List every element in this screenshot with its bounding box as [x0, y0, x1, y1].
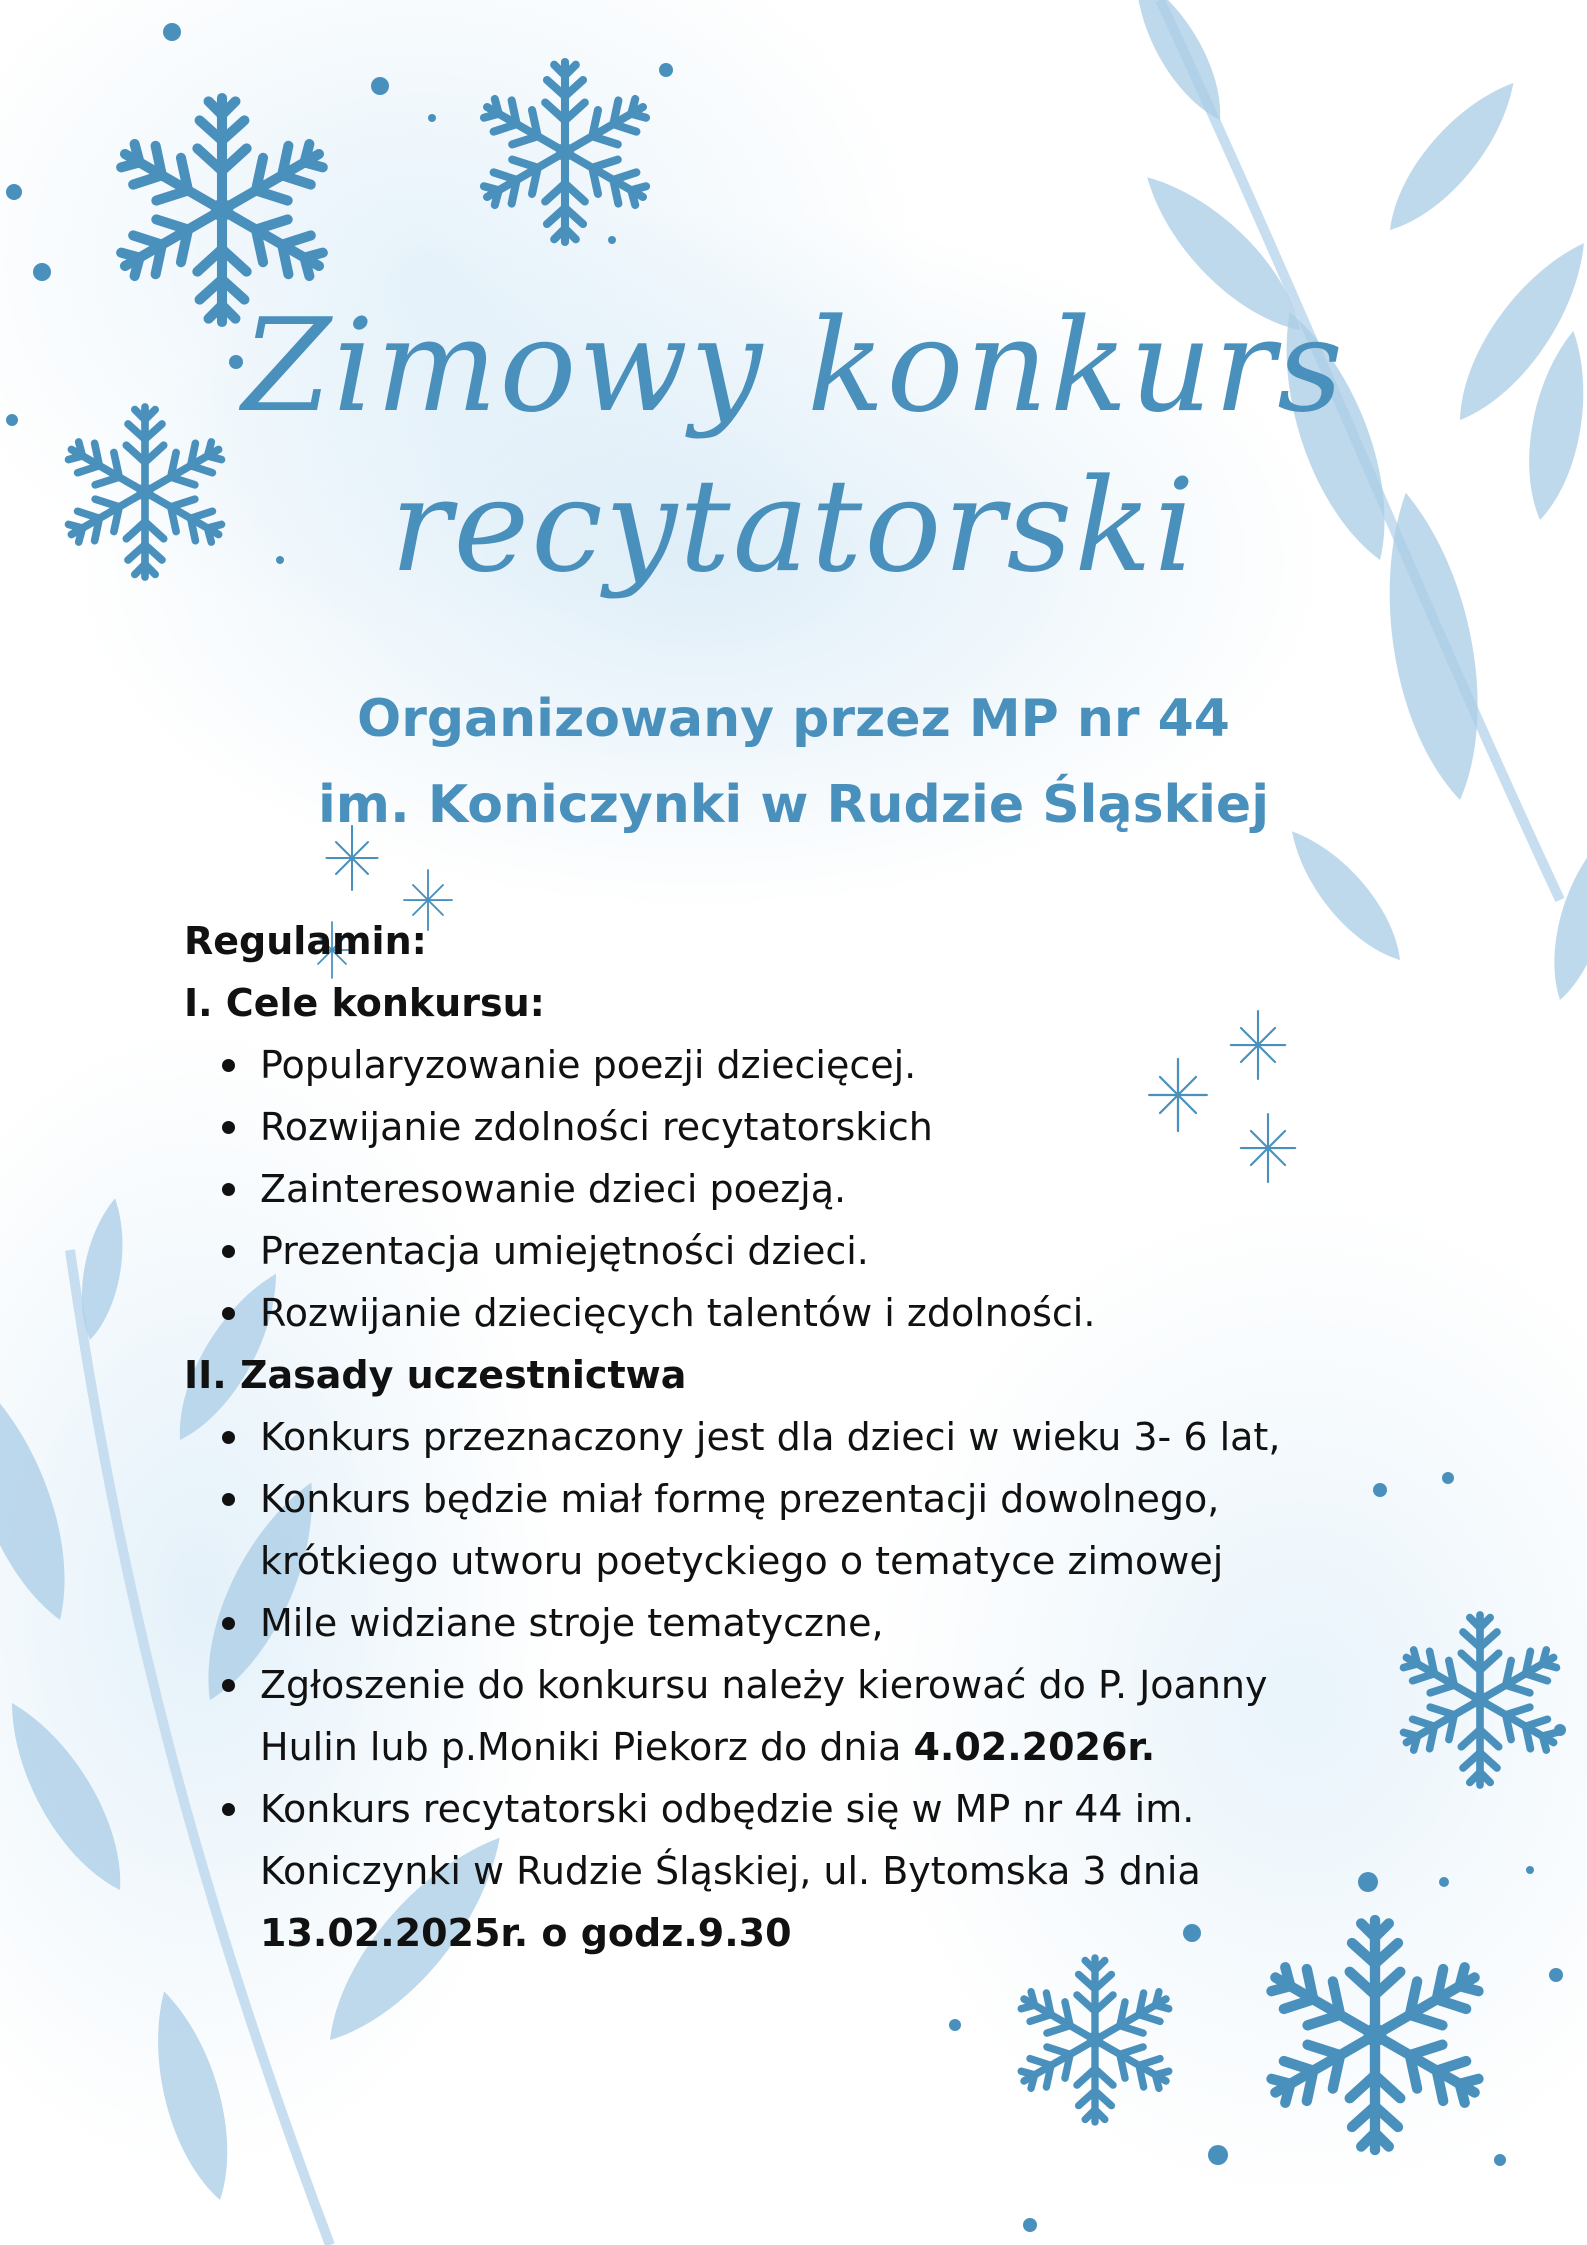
snowflake-icon — [1015, 1958, 1175, 2122]
regulamin-heading: Regulamin: — [184, 919, 427, 963]
list-item: Popularyzowanie poezji dziecięcej. — [184, 1034, 1404, 1096]
list-item: Zainteresowanie dzieci poezją. — [184, 1158, 1404, 1220]
organizer-line-2: im. Koniczynki w Rudzie Śląskiej — [317, 775, 1270, 835]
list-item: Konkurs przeznaczony jest dla dzieci w wieku 3- 6 lat, — [184, 1406, 1404, 1468]
list-item-line: Konkurs będzie miał formę prezentacji dowolnego, — [260, 1477, 1220, 1521]
list-item-line: Zgłoszenie do konkursu należy kierować do P. Joanny — [260, 1663, 1268, 1707]
list-item-line: Konkurs recytatorski odbędzie się w MP nr 44 im. — [260, 1787, 1195, 1831]
list-item-line: Hulin lub p.Moniki Piekorz do dnia — [260, 1725, 914, 1769]
deadline-date: 4.02.2026r. — [913, 1725, 1156, 1769]
goals-list — [184, 1034, 1404, 1344]
list-item: Mile widziane stroje tematyczne, — [184, 1592, 1404, 1654]
rules-list — [184, 1406, 1404, 1964]
list-item-line: Koniczynki w Rudzie Śląskiej, ul. Bytomska 3 dnia — [260, 1849, 1201, 1893]
list-item: Rozwijanie zdolności recytatorskich — [184, 1096, 1404, 1158]
list-item — [184, 1468, 1404, 1592]
event-date: 13.02.2025r. o godz.9.30 — [260, 1911, 792, 1955]
list-item — [184, 1778, 1404, 1964]
title-line-1: Zimowy konkurs — [242, 292, 1345, 441]
rules-section — [184, 910, 1404, 1964]
section-2-heading: II. Zasady uczestnictwa — [184, 1353, 687, 1397]
list-item: Rozwijanie dziecięcych talentów i zdolności. — [184, 1282, 1404, 1344]
list-item: Prezentacja umiejętności dzieci. — [184, 1220, 1404, 1282]
list-item — [184, 1654, 1404, 1778]
title-line-2: recytatorski — [390, 452, 1197, 601]
snowflake-icon — [477, 62, 653, 242]
section-1-heading: I. Cele konkursu: — [184, 981, 545, 1025]
snowflake-icon — [1397, 1615, 1563, 1785]
organizer-line-1: Organizowany przez MP nr 44 — [356, 689, 1230, 749]
snowflake-icon — [113, 98, 332, 322]
list-item-line: krótkiego utworu poetyckiego o tematyce zimowej — [260, 1539, 1224, 1583]
